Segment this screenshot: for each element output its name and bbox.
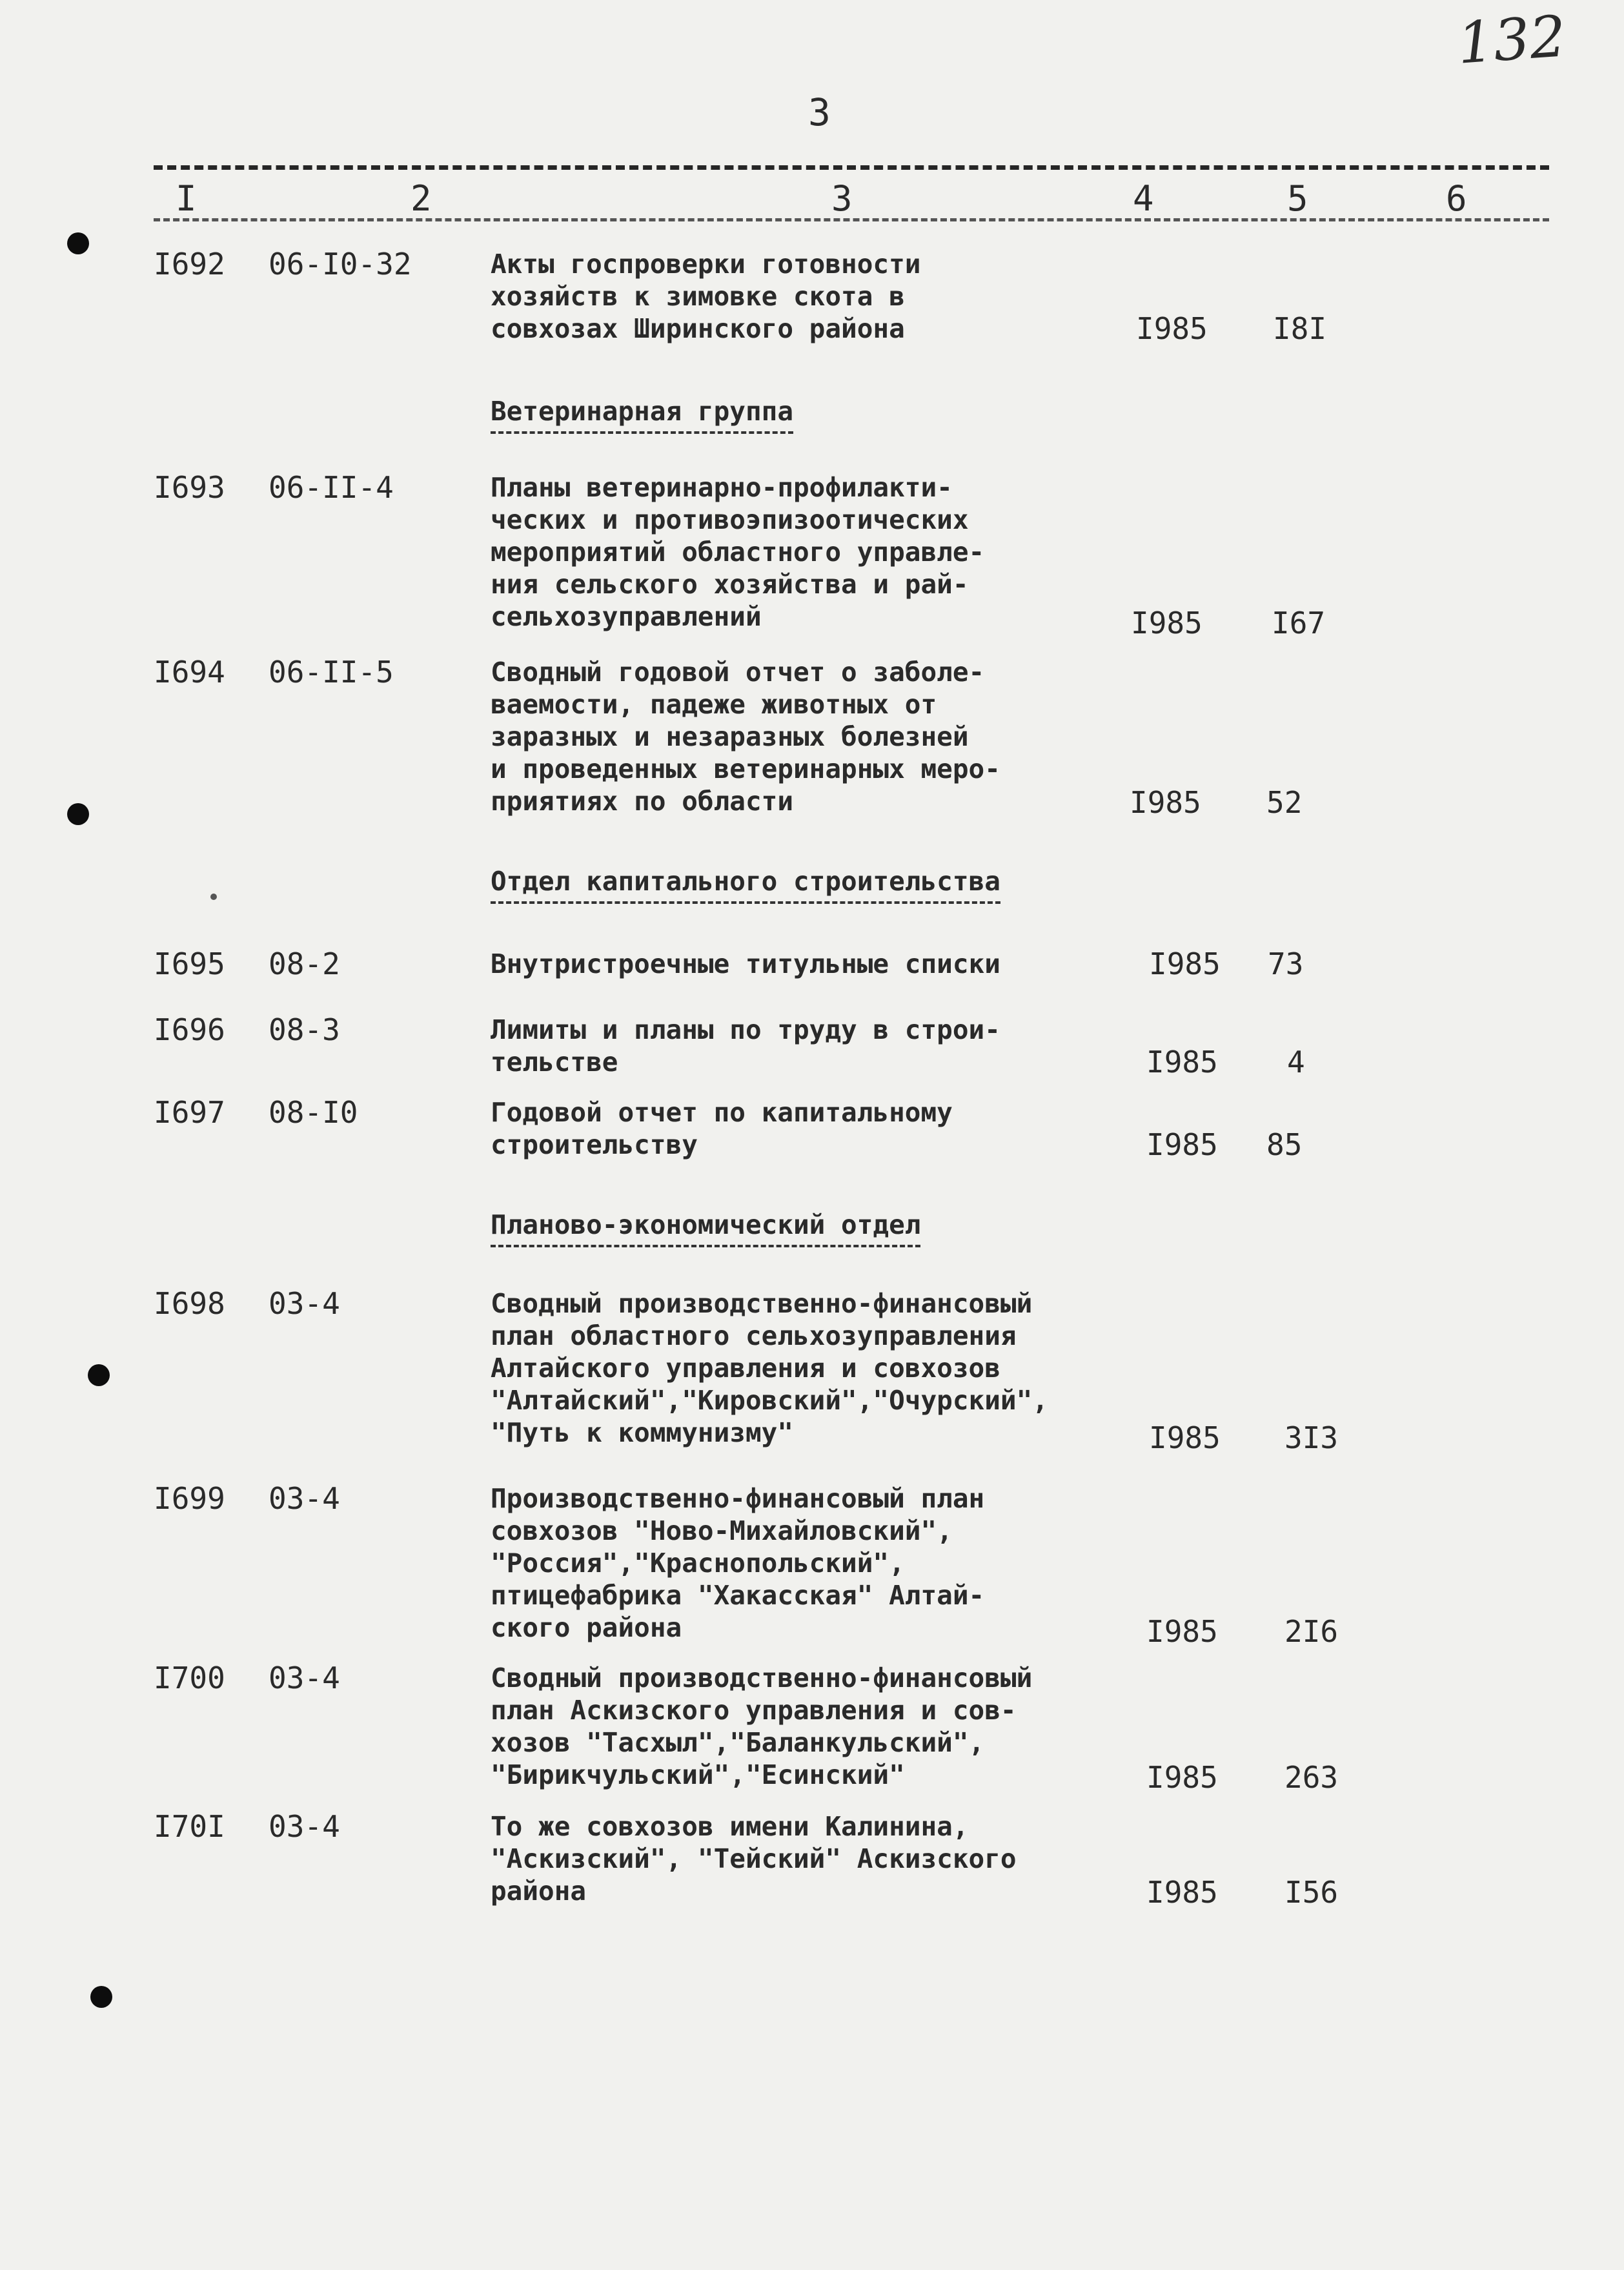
entry-number: I693 — [154, 470, 225, 505]
paper-speck — [210, 894, 217, 900]
entry-title: Годовой отчет по капитальному строительству — [491, 1097, 953, 1160]
entry-year: I985 — [1146, 1760, 1218, 1795]
entry-count: I56 — [1284, 1875, 1339, 1910]
header-rule-bottom — [154, 218, 1549, 221]
punch-hole — [67, 803, 89, 825]
entry-year: I985 — [1146, 1045, 1218, 1079]
entry-count: I67 — [1272, 606, 1326, 640]
entry-year: I985 — [1149, 946, 1221, 981]
entry-count: 73 — [1268, 946, 1304, 981]
entry-count: 85 — [1266, 1127, 1303, 1162]
punch-hole — [67, 232, 89, 254]
entry-title: Производственно-финансовый план совхозов "Ново-Михайловский", "Россия","Краснопольский", птицефабрика "Хакасская" Алтай- ского района — [491, 1483, 985, 1643]
entry-count: 263 — [1284, 1760, 1339, 1795]
punch-hole — [90, 1986, 112, 2008]
section-heading: Отдел капитального строительства — [491, 866, 1000, 897]
column-header-4: 4 — [1133, 178, 1154, 219]
entry-number: I699 — [154, 1481, 225, 1516]
entry-number: I694 — [154, 655, 225, 690]
column-header-5: 5 — [1287, 178, 1308, 219]
entry-code: 08-I0 — [269, 1095, 358, 1130]
entry-code: 08-2 — [269, 946, 340, 981]
entry-code: 03-4 — [269, 1286, 340, 1321]
entry-year: I985 — [1131, 606, 1203, 640]
entry-title: Сводный годовой отчет о заболе- ваемости, падеже животных от заразных и незаразных болезней и проведенных ветеринарных меро- приятиях по области — [491, 657, 1000, 817]
entry-number: I696 — [154, 1012, 225, 1047]
entry-count: 52 — [1266, 785, 1303, 820]
entry-year: I985 — [1130, 785, 1201, 820]
entry-title: Сводный производственно-финансовый план областного сельхозуправления Алтайского управления и совхозов "Алтайский","Кировский","Очурский", "Путь к коммунизму" — [491, 1288, 1048, 1448]
entry-year: I985 — [1149, 1420, 1221, 1455]
entry-code: 03-4 — [269, 1809, 340, 1844]
entry-code: 03-4 — [269, 1481, 340, 1516]
header-rule-top — [154, 165, 1549, 170]
entry-code: 06-I0-32 — [269, 247, 412, 281]
entry-year: I985 — [1146, 1875, 1218, 1910]
entry-code: 03-4 — [269, 1661, 340, 1695]
entry-number: I700 — [154, 1661, 225, 1695]
entry-year: I985 — [1146, 1614, 1218, 1649]
entry-count: 3I3 — [1284, 1420, 1339, 1455]
column-header-2: 2 — [411, 178, 432, 219]
column-header-1: I — [176, 178, 197, 219]
entry-number: I692 — [154, 247, 225, 281]
column-header-3: 3 — [831, 178, 853, 219]
entry-title: Акты госпроверки готовности хозяйств к зимовке скота в совхозах Ширинского района — [491, 249, 921, 344]
section-heading: Планово-экономический отдел — [491, 1209, 921, 1240]
entry-title: Планы ветеринарно-профилакти- ческих и противоэпизоотических мероприятий областного управле- ния сельского хозяйства и рай- сельхозуправлений — [491, 472, 985, 632]
entry-code: 08-3 — [269, 1012, 340, 1047]
entry-title: То же совхозов имени Калинина, "Аскизский", "Тейский" Аскизского района — [491, 1811, 1017, 1907]
entry-count: 4 — [1287, 1045, 1305, 1079]
entry-number: I70I — [154, 1809, 225, 1844]
entry-code: 06-II-5 — [269, 655, 394, 690]
entry-year: I985 — [1136, 311, 1208, 346]
entry-number: I697 — [154, 1095, 225, 1130]
entry-title: Сводный производственно-финансовый план Аскизского управления и сов- хозов "Тасхыл","Баланкульский", "Бирикчульский","Есинский" — [491, 1662, 1033, 1790]
punch-hole — [88, 1364, 110, 1386]
folio-number: 132 — [1455, 3, 1568, 77]
page-number: 3 — [808, 90, 831, 134]
entry-year: I985 — [1146, 1127, 1218, 1162]
entry-count: I8I — [1273, 311, 1327, 346]
column-header-6: 6 — [1446, 178, 1467, 219]
entry-title: Лимиты и планы по труду в строи- тельстве — [491, 1014, 1000, 1078]
entry-number: I695 — [154, 946, 225, 981]
entry-title: Внутристроечные титульные списки — [491, 948, 1000, 979]
section-heading: Ветеринарная группа — [491, 396, 793, 427]
entry-count: 2I6 — [1284, 1614, 1339, 1649]
entry-code: 06-II-4 — [269, 470, 394, 505]
entry-number: I698 — [154, 1286, 225, 1321]
